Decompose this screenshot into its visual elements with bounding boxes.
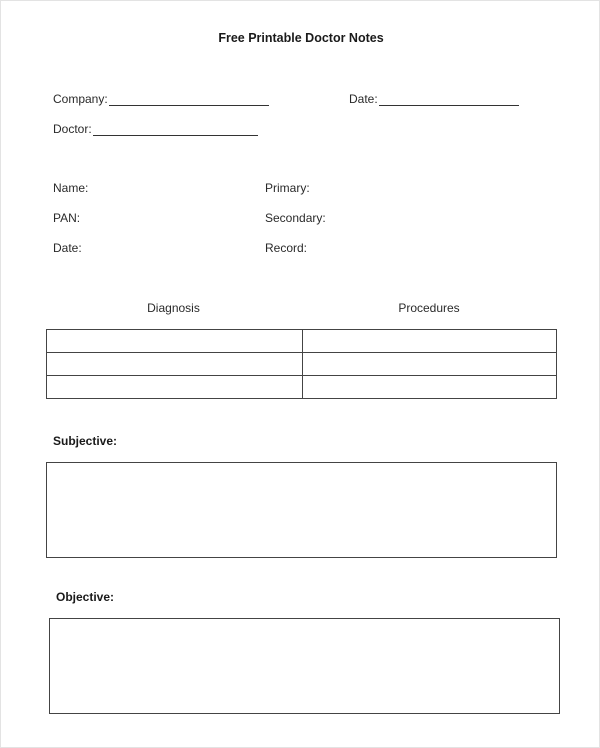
doctor-field xyxy=(53,122,258,136)
name-label: Name: xyxy=(53,181,89,195)
table-row xyxy=(47,330,557,353)
diagnosis-cell[interactable] xyxy=(47,376,303,399)
date-label: Date: xyxy=(349,92,378,106)
diagnosis-procedures-table xyxy=(46,329,557,399)
primary-label: Primary: xyxy=(265,181,310,195)
objective-label: Objective: xyxy=(56,590,115,604)
subjective-label: Subjective: xyxy=(53,434,118,448)
doctor-blank-line[interactable] xyxy=(93,125,258,136)
doctor-label: Doctor: xyxy=(53,122,92,136)
date-blank-line[interactable] xyxy=(379,95,519,106)
procedures-cell[interactable] xyxy=(303,330,557,353)
diagnosis-cell[interactable] xyxy=(47,353,303,376)
procedures-heading: Procedures xyxy=(398,301,460,315)
pan-label: PAN: xyxy=(53,211,81,225)
objective-box[interactable] xyxy=(49,618,560,714)
company-label: Company: xyxy=(53,92,108,106)
subjective-box[interactable] xyxy=(46,462,557,558)
company-field xyxy=(53,92,269,106)
page-title: Free Printable Doctor Notes xyxy=(218,31,384,45)
procedures-cell[interactable] xyxy=(303,376,557,399)
patient-date-label: Date: xyxy=(53,241,82,255)
diagnosis-heading: Diagnosis xyxy=(147,301,200,315)
diagnosis-cell[interactable] xyxy=(47,330,303,353)
table-row xyxy=(47,376,557,399)
company-blank-line[interactable] xyxy=(109,95,269,106)
table-row xyxy=(47,353,557,376)
secondary-label: Secondary: xyxy=(265,211,326,225)
date-field xyxy=(349,92,519,106)
record-label: Record: xyxy=(265,241,308,255)
procedures-cell[interactable] xyxy=(303,353,557,376)
